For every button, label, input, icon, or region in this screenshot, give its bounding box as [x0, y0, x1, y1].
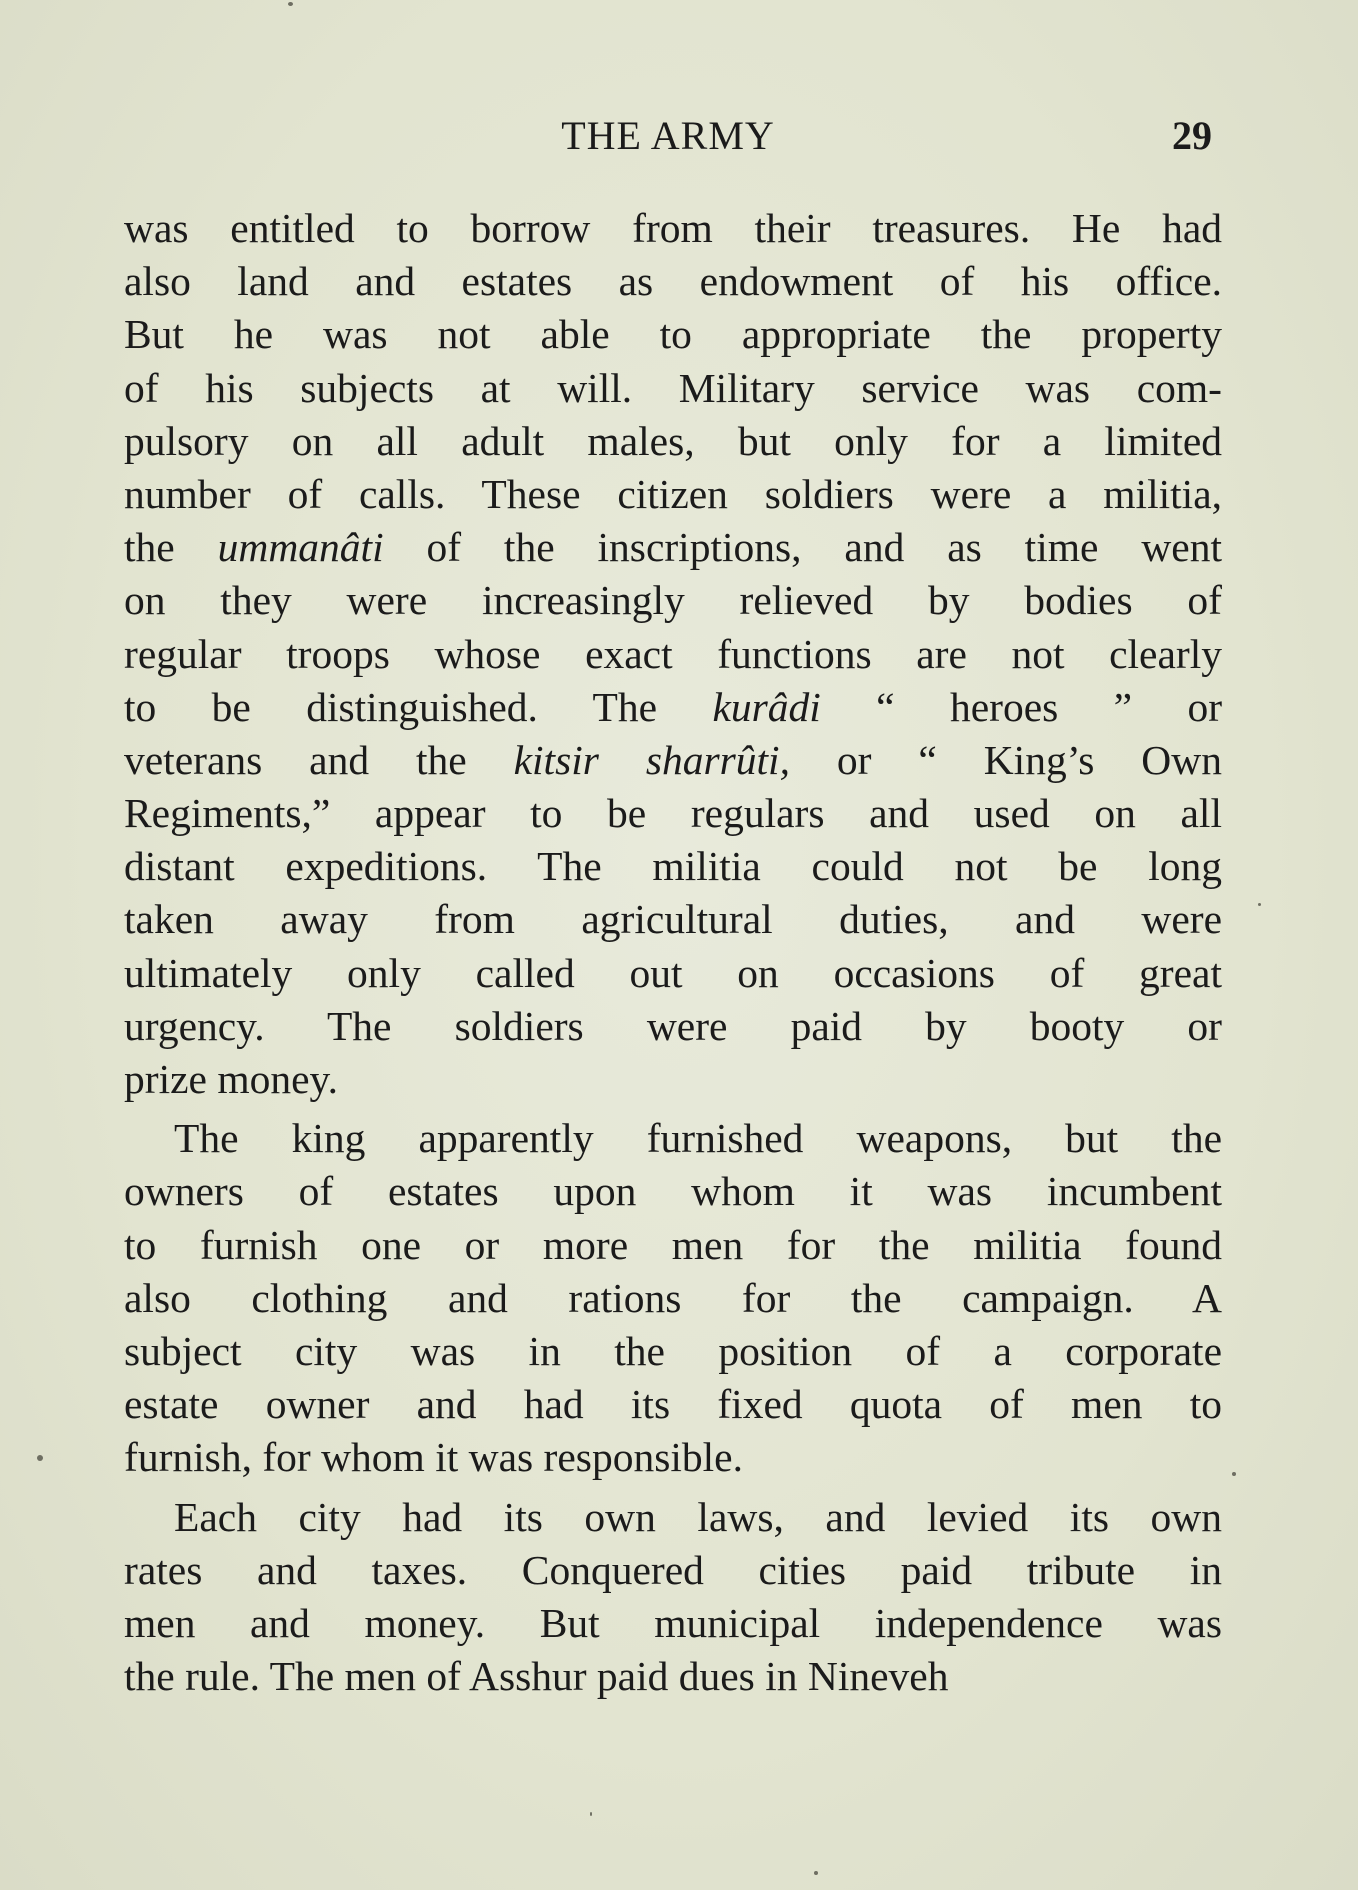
text-run: subject city was in the position of a corporate [124, 1327, 1222, 1374]
text-line [124, 255, 1222, 308]
text-run: the rule. The men of Asshur paid dues in Nineveh [124, 1653, 949, 1700]
text-line [124, 947, 1222, 1000]
text-run: regular troops whose exact functions are not clearly [124, 630, 1222, 677]
text-run: owners of estates upon whom it was incumbent [124, 1168, 1222, 1215]
text-run: estate owner and had its fixed quota of men to [124, 1381, 1222, 1428]
print-speck [1258, 903, 1261, 906]
text-line [124, 1597, 1222, 1650]
running-head-title: THE ARMY [561, 113, 775, 158]
text-line [124, 1000, 1222, 1053]
text-line [124, 1431, 1222, 1484]
text-run: ultimately only called out on occasions of great [124, 949, 1222, 996]
paragraph [124, 202, 1222, 1106]
text-line [124, 362, 1222, 415]
text-line [124, 681, 1222, 734]
text-line [124, 840, 1222, 893]
running-head [124, 112, 1212, 172]
italic-term: kurâdi [712, 683, 821, 730]
text-line [124, 202, 1222, 255]
text-run: veterans and the [124, 736, 514, 783]
text-line [124, 574, 1222, 627]
text-line [124, 734, 1222, 787]
italic-term: ummanâti [217, 524, 384, 571]
text-line [124, 1491, 1222, 1544]
text-run: men and money. But municipal independence was [124, 1599, 1222, 1646]
text-line [124, 1544, 1222, 1597]
text-run: also clothing and rations for the campaign. A [124, 1274, 1222, 1321]
text-run: on they were increasingly relieved by bodies of [124, 577, 1222, 624]
print-speck [590, 1812, 592, 1816]
text-run: “ heroes ” or [820, 683, 1223, 730]
print-speck [814, 1871, 818, 1875]
text-run: distant expeditions. The militia could not be long [124, 843, 1222, 890]
text-line [124, 893, 1222, 946]
text-run: The king apparently furnished weapons, but the [174, 1115, 1222, 1162]
text-line [124, 1650, 1222, 1703]
print-speck [37, 1455, 43, 1461]
text-run: furnish, for whom it was responsible. [124, 1434, 743, 1481]
text-run: prize money. [124, 1056, 338, 1102]
italic-term: kitsir sharrûti, [513, 736, 790, 783]
page-number: 29 [1172, 113, 1212, 158]
text-run: the [124, 524, 218, 571]
text-run: also land and estates as endowment of his office. [124, 258, 1222, 305]
text-line [124, 521, 1222, 574]
text-line [124, 1053, 1222, 1106]
print-speck [1232, 1472, 1236, 1476]
text-line [124, 415, 1222, 468]
text-line [124, 308, 1222, 361]
paragraph [124, 1485, 1222, 1704]
text-run: to be distinguished. The [124, 683, 713, 730]
text-line [124, 1272, 1222, 1325]
text-line [124, 787, 1222, 840]
text-run: rates and taxes. Conquered cities paid tribute in [124, 1546, 1222, 1593]
text-run: to furnish one or more men for the militia found [124, 1221, 1222, 1268]
text-run: Each city had its own laws, and levied its own [174, 1493, 1222, 1540]
text-run: of the inscriptions, and as time went [383, 524, 1222, 571]
text-run: was entitled to borrow from their treasures. He had [124, 205, 1222, 251]
text-run: pulsory on all adult males, but only for a limited [124, 417, 1222, 464]
text-run: of his subjects at will. Military service was com- [124, 364, 1222, 411]
text-run: urgency. The soldiers were paid by booty or [124, 1002, 1222, 1049]
text-run: But he was not able to appropriate the property [124, 311, 1222, 358]
text-run: number of calls. These citizen soldiers were a militia, [124, 470, 1222, 517]
text-run: taken away from agricultural duties, and were [124, 896, 1222, 943]
text-line [124, 628, 1222, 681]
text-line [124, 468, 1222, 521]
text-line [124, 1325, 1222, 1378]
text-line [124, 1219, 1222, 1272]
print-speck [288, 2, 293, 6]
paragraph [124, 1106, 1222, 1484]
text-line [124, 1165, 1222, 1218]
body-text [124, 202, 1222, 1703]
text-line [124, 1378, 1222, 1431]
text-run: or “ King’s Own [789, 736, 1222, 783]
text-run: Regiments,” appear to be regulars and used on all [124, 790, 1222, 837]
text-line [124, 1112, 1222, 1165]
